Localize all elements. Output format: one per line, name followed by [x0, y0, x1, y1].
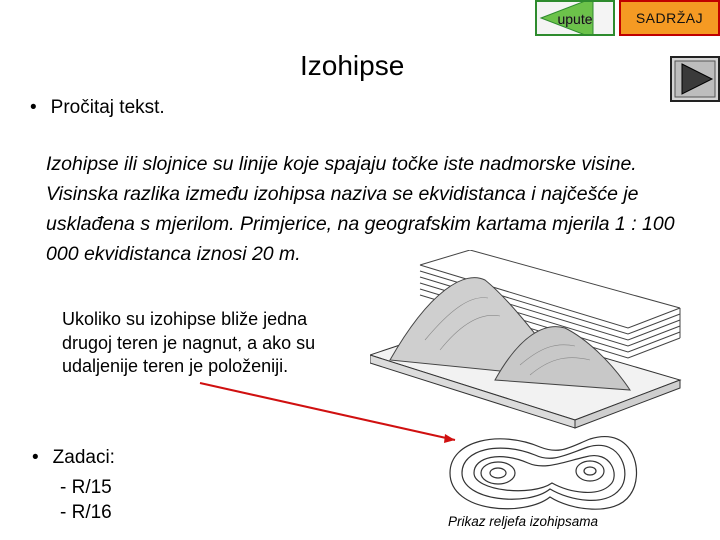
sadrzaj-label: SADRŽAJ	[635, 10, 704, 26]
image-caption: Prikaz reljefa izohipsama	[448, 514, 599, 529]
task-list	[60, 475, 112, 525]
bullet-read-label: Pročitaj tekst.	[50, 97, 165, 118]
slope-note: Ukoliko su izohipse bliže jedna drugoj teren je nagnut, a ako su udaljenije teren je položeniji.	[62, 309, 316, 376]
bullet-dot: •	[30, 97, 37, 118]
play-triangle-icon	[672, 58, 718, 100]
sadrzaj-button[interactable]	[619, 0, 720, 36]
next-slide-button[interactable]	[670, 56, 720, 102]
upute-button[interactable]	[535, 0, 615, 36]
definition-paragraph: Izohipse ili slojnice su linije koje spajaju točke iste nadmorske visine. Visinska razlika između izohipsa naziva se ekvidistanca i najčešće je usklađena s mjerilom. Primjerice, na geografskim kartama mjerila 1 : 100 000 ekvidistanca iznosi 20 m.	[46, 153, 675, 265]
contour-map-illustration	[440, 425, 650, 520]
bullet-read-text	[30, 97, 165, 119]
page-title: Izohipse	[300, 50, 405, 81]
bullet-tasks	[32, 445, 115, 470]
task-item: - R/15	[60, 477, 112, 498]
upute-label: upute	[557, 11, 593, 27]
tasks-heading: Zadaci:	[52, 447, 115, 468]
bullet-dot: •	[32, 447, 39, 468]
task-item: - R/16	[60, 502, 112, 523]
relief-layers-illustration	[370, 250, 690, 430]
